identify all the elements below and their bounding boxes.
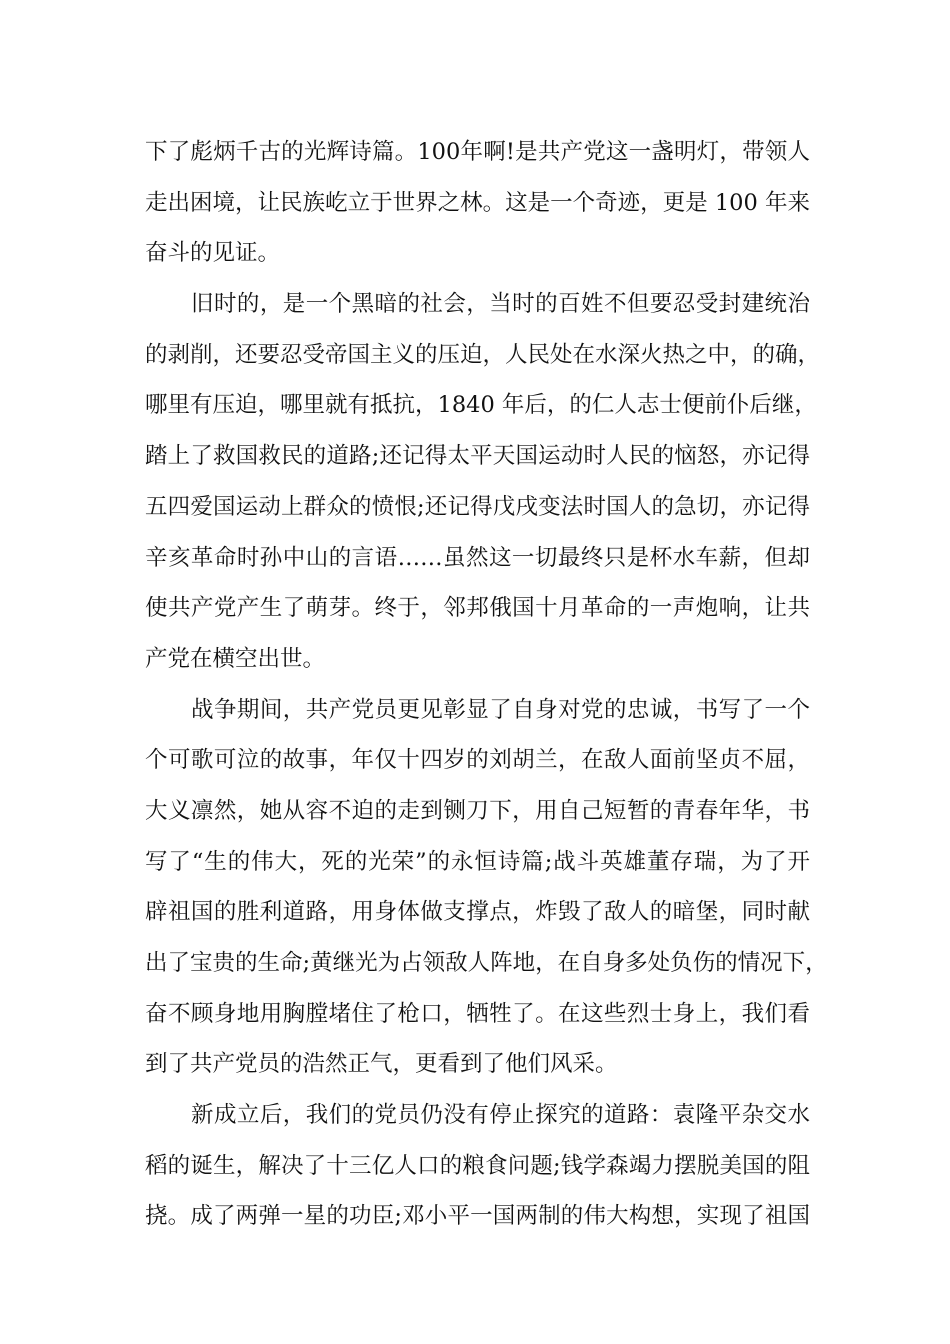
text-line: 的剥削，还要忍受帝国主义的压迫，人民处在水深火热之中，的确，	[145, 341, 821, 368]
paragraph-2	[145, 279, 821, 685]
text-line: 新成立后，我们的党员仍没有停止探究的道路：袁隆平杂交水	[191, 1102, 810, 1129]
paragraph-4	[145, 1090, 810, 1242]
text-line: 走出困境，让民族屹立于世界之林。这是一个奇迹，更是 100 年来	[145, 189, 810, 216]
text-line: 大义凛然，她从容不迫的走到铡刀下，用自己短暂的青春年华，书	[145, 797, 810, 824]
text-line: 五四爱国运动上群众的愤恨;还记得戊戌变法时国人的急切，亦记得	[145, 493, 810, 520]
text-line: 使共产党产生了萌芽。终于，邻邦俄国十月革命的一声炮响，让共	[145, 595, 810, 622]
text-line: 挠。成了两弹一星的功臣;邓小平一国两制的伟大构想，实现了祖国	[145, 1203, 810, 1230]
text-line: 奋斗的见证。	[145, 240, 281, 267]
text-line: 写了“生的伟大，死的光荣”的永恒诗篇;战斗英雄董存瑞，为了开	[145, 848, 810, 875]
text-line: 到了共产党员的浩然正气，更看到了他们风采。	[145, 1051, 618, 1078]
text-line: 踏上了救国救民的道路;还记得太平天国运动时人民的恼怒，亦记得	[145, 443, 810, 470]
text-line: 辛亥革命时孙中山的言语……虽然这一切最终只是杯水车薪，但却	[145, 544, 810, 571]
body-text	[145, 127, 828, 1242]
text-line: 奋不顾身地用胸膛堵住了枪口，牺牲了。在这些烈士身上，我们看	[145, 1000, 810, 1027]
text-line: 下了彪炳千古的光辉诗篇。100年啊!是共产党这一盏明灯，带领人	[145, 139, 810, 165]
text-line: 出了宝贵的生命;黄继光为占领敌人阵地，在自身多处负伤的情况下，	[145, 950, 828, 976]
text-line: 哪里有压迫，哪里就有抵抗，1840 年后，的仁人志士便前仆后继，	[145, 392, 817, 419]
paragraph-1	[145, 127, 810, 279]
text-line: 个可歌可泣的故事，年仅十四岁的刘胡兰，在敌人面前坚贞不屈，	[145, 747, 810, 774]
text-line: 战争期间，共产党员更见彰显了自身对党的忠诚，书写了一个	[191, 696, 810, 723]
text-line: 稻的诞生，解决了十三亿人口的粮食问题;钱学森竭力摆脱美国的阻	[145, 1152, 810, 1179]
paragraph-3	[145, 685, 828, 1091]
text-line: 旧时的，是一个黑暗的社会，当时的百姓不但要忍受封建统治	[191, 291, 810, 318]
text-line: 产党在横空出世。	[145, 645, 326, 672]
text-line: 辟祖国的胜利道路，用身体做支撑点，炸毁了敌人的暗堡，同时献	[145, 899, 810, 926]
